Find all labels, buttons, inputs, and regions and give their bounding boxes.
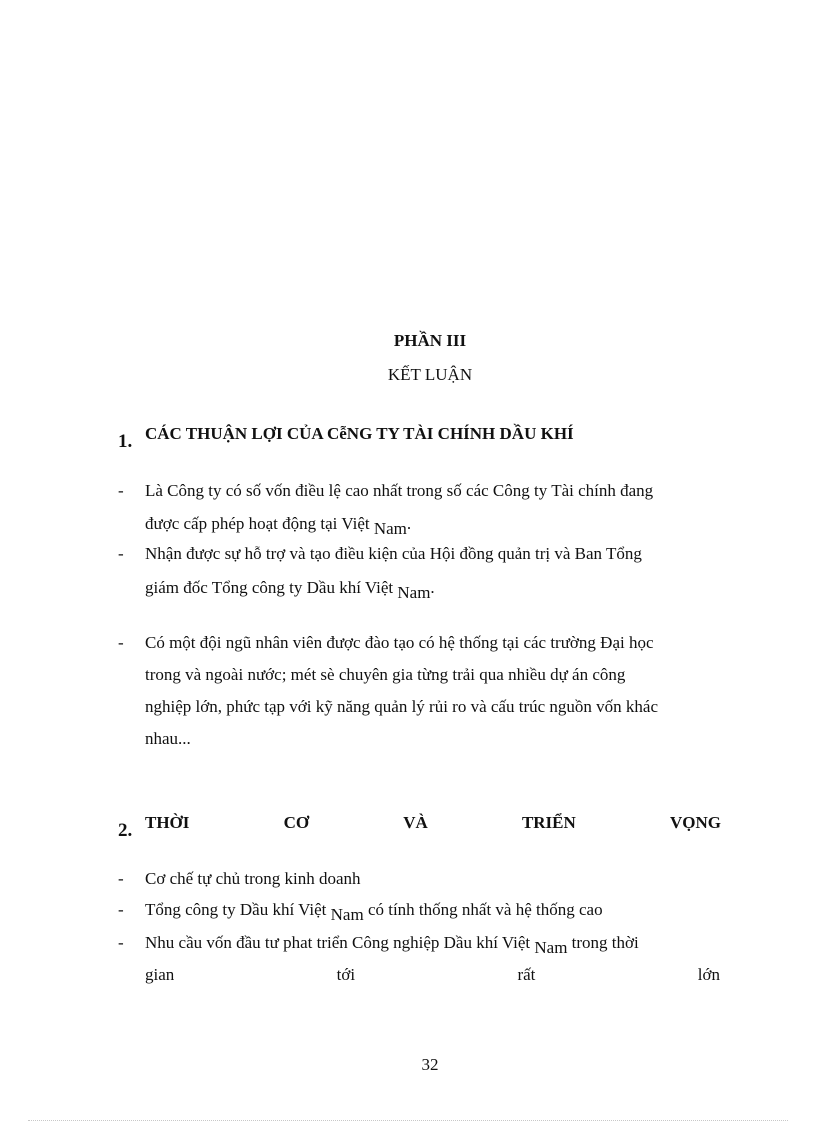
section-2-title-word: THỜI bbox=[145, 813, 190, 832]
s1-b3-line3: nghiệp lớn, phức tạp với kỹ năng quản lý rủi ro và cấu trúc nguồn vốn khác bbox=[145, 697, 658, 716]
s2-b2-text: Tổng công ty Dầu khí Việt bbox=[145, 900, 331, 919]
section-2-number: 2. bbox=[118, 820, 133, 841]
s2-b3-line2 bbox=[145, 965, 720, 985]
bullet-mark: - bbox=[118, 933, 124, 952]
s1-b3-line1: Có một đội ngũ nhân viên được đào tạo có hệ thống tại các trường Đại học bbox=[145, 633, 654, 652]
bullet-mark: - bbox=[118, 544, 124, 563]
section-2-title bbox=[145, 813, 721, 833]
part-title: PHẦN III bbox=[393, 331, 467, 350]
page-number: 32 bbox=[421, 1055, 439, 1074]
s2-b3-word: lớn bbox=[697, 965, 720, 984]
s1-b3-line4: nhau... bbox=[145, 729, 191, 748]
s2-b3-end: trong thời bbox=[567, 933, 639, 952]
part-subtitle: KẾT LUẬN bbox=[387, 365, 473, 384]
s2-b3-word: gian bbox=[145, 965, 175, 984]
bullet-mark: - bbox=[118, 869, 124, 888]
section-2-title-word: TRIỂN bbox=[521, 813, 576, 832]
s1-b1-line2-end: . bbox=[406, 514, 412, 533]
section-2-title-word: CƠ bbox=[283, 813, 310, 832]
section-1-title: CÁC THUẬN LỢI CỦA CễNG TY TÀI CHÍNH DẦU KHÍ bbox=[145, 424, 574, 443]
s1-b1-line1: Là Công ty có số vốn điều lệ cao nhất trong số các Công ty Tài chính đang bbox=[145, 481, 654, 500]
bullet-mark: - bbox=[118, 900, 124, 919]
s1-b2-line1: Nhận được sự hỗ trợ và tạo điều kiện của Hội đồng quản trị và Ban Tổng bbox=[145, 544, 642, 563]
s1-b1-line2-text: được cấp phép hoạt động tại Việt bbox=[145, 514, 374, 533]
section-2-title-word: VỌNG bbox=[669, 813, 721, 832]
section-1-number: 1. bbox=[118, 431, 133, 452]
s2-b1-line1: Cơ chế tự chủ trong kinh doanh bbox=[145, 869, 361, 888]
bullet-mark: - bbox=[118, 633, 124, 652]
s2-b3-word: tới bbox=[336, 965, 356, 984]
bullet-mark: - bbox=[118, 481, 124, 500]
s1-b2-line2 bbox=[145, 578, 720, 602]
footer-divider bbox=[28, 1120, 788, 1121]
s2-b2-sub: Nam bbox=[330, 905, 364, 924]
s2-b3-sub: Nam bbox=[534, 938, 568, 957]
s2-b2-line1 bbox=[145, 900, 720, 924]
s1-b1-line2 bbox=[145, 514, 720, 538]
s2-b2-end: có tính thống nhất và hệ thống cao bbox=[363, 900, 603, 919]
s1-b2-line2-sub: Nam bbox=[397, 583, 431, 602]
s2-b3-word: rất bbox=[517, 965, 536, 984]
s1-b1-line2-sub: Nam bbox=[373, 519, 407, 538]
s1-b2-line2-text: giám đốc Tổng công ty Dầu khí Việt bbox=[145, 578, 398, 597]
s2-b3-line1 bbox=[145, 933, 720, 957]
section-2-title-word: VÀ bbox=[403, 813, 428, 832]
s1-b3-line2: trong và ngoài nước; mét sè chuyên gia từng trải qua nhiều dự án công bbox=[145, 665, 626, 684]
s2-b3-text: Nhu cầu vốn đầu tư phat triển Công nghiệp Dầu khí Việt bbox=[145, 933, 535, 952]
s1-b2-line2-end: . bbox=[430, 578, 435, 597]
